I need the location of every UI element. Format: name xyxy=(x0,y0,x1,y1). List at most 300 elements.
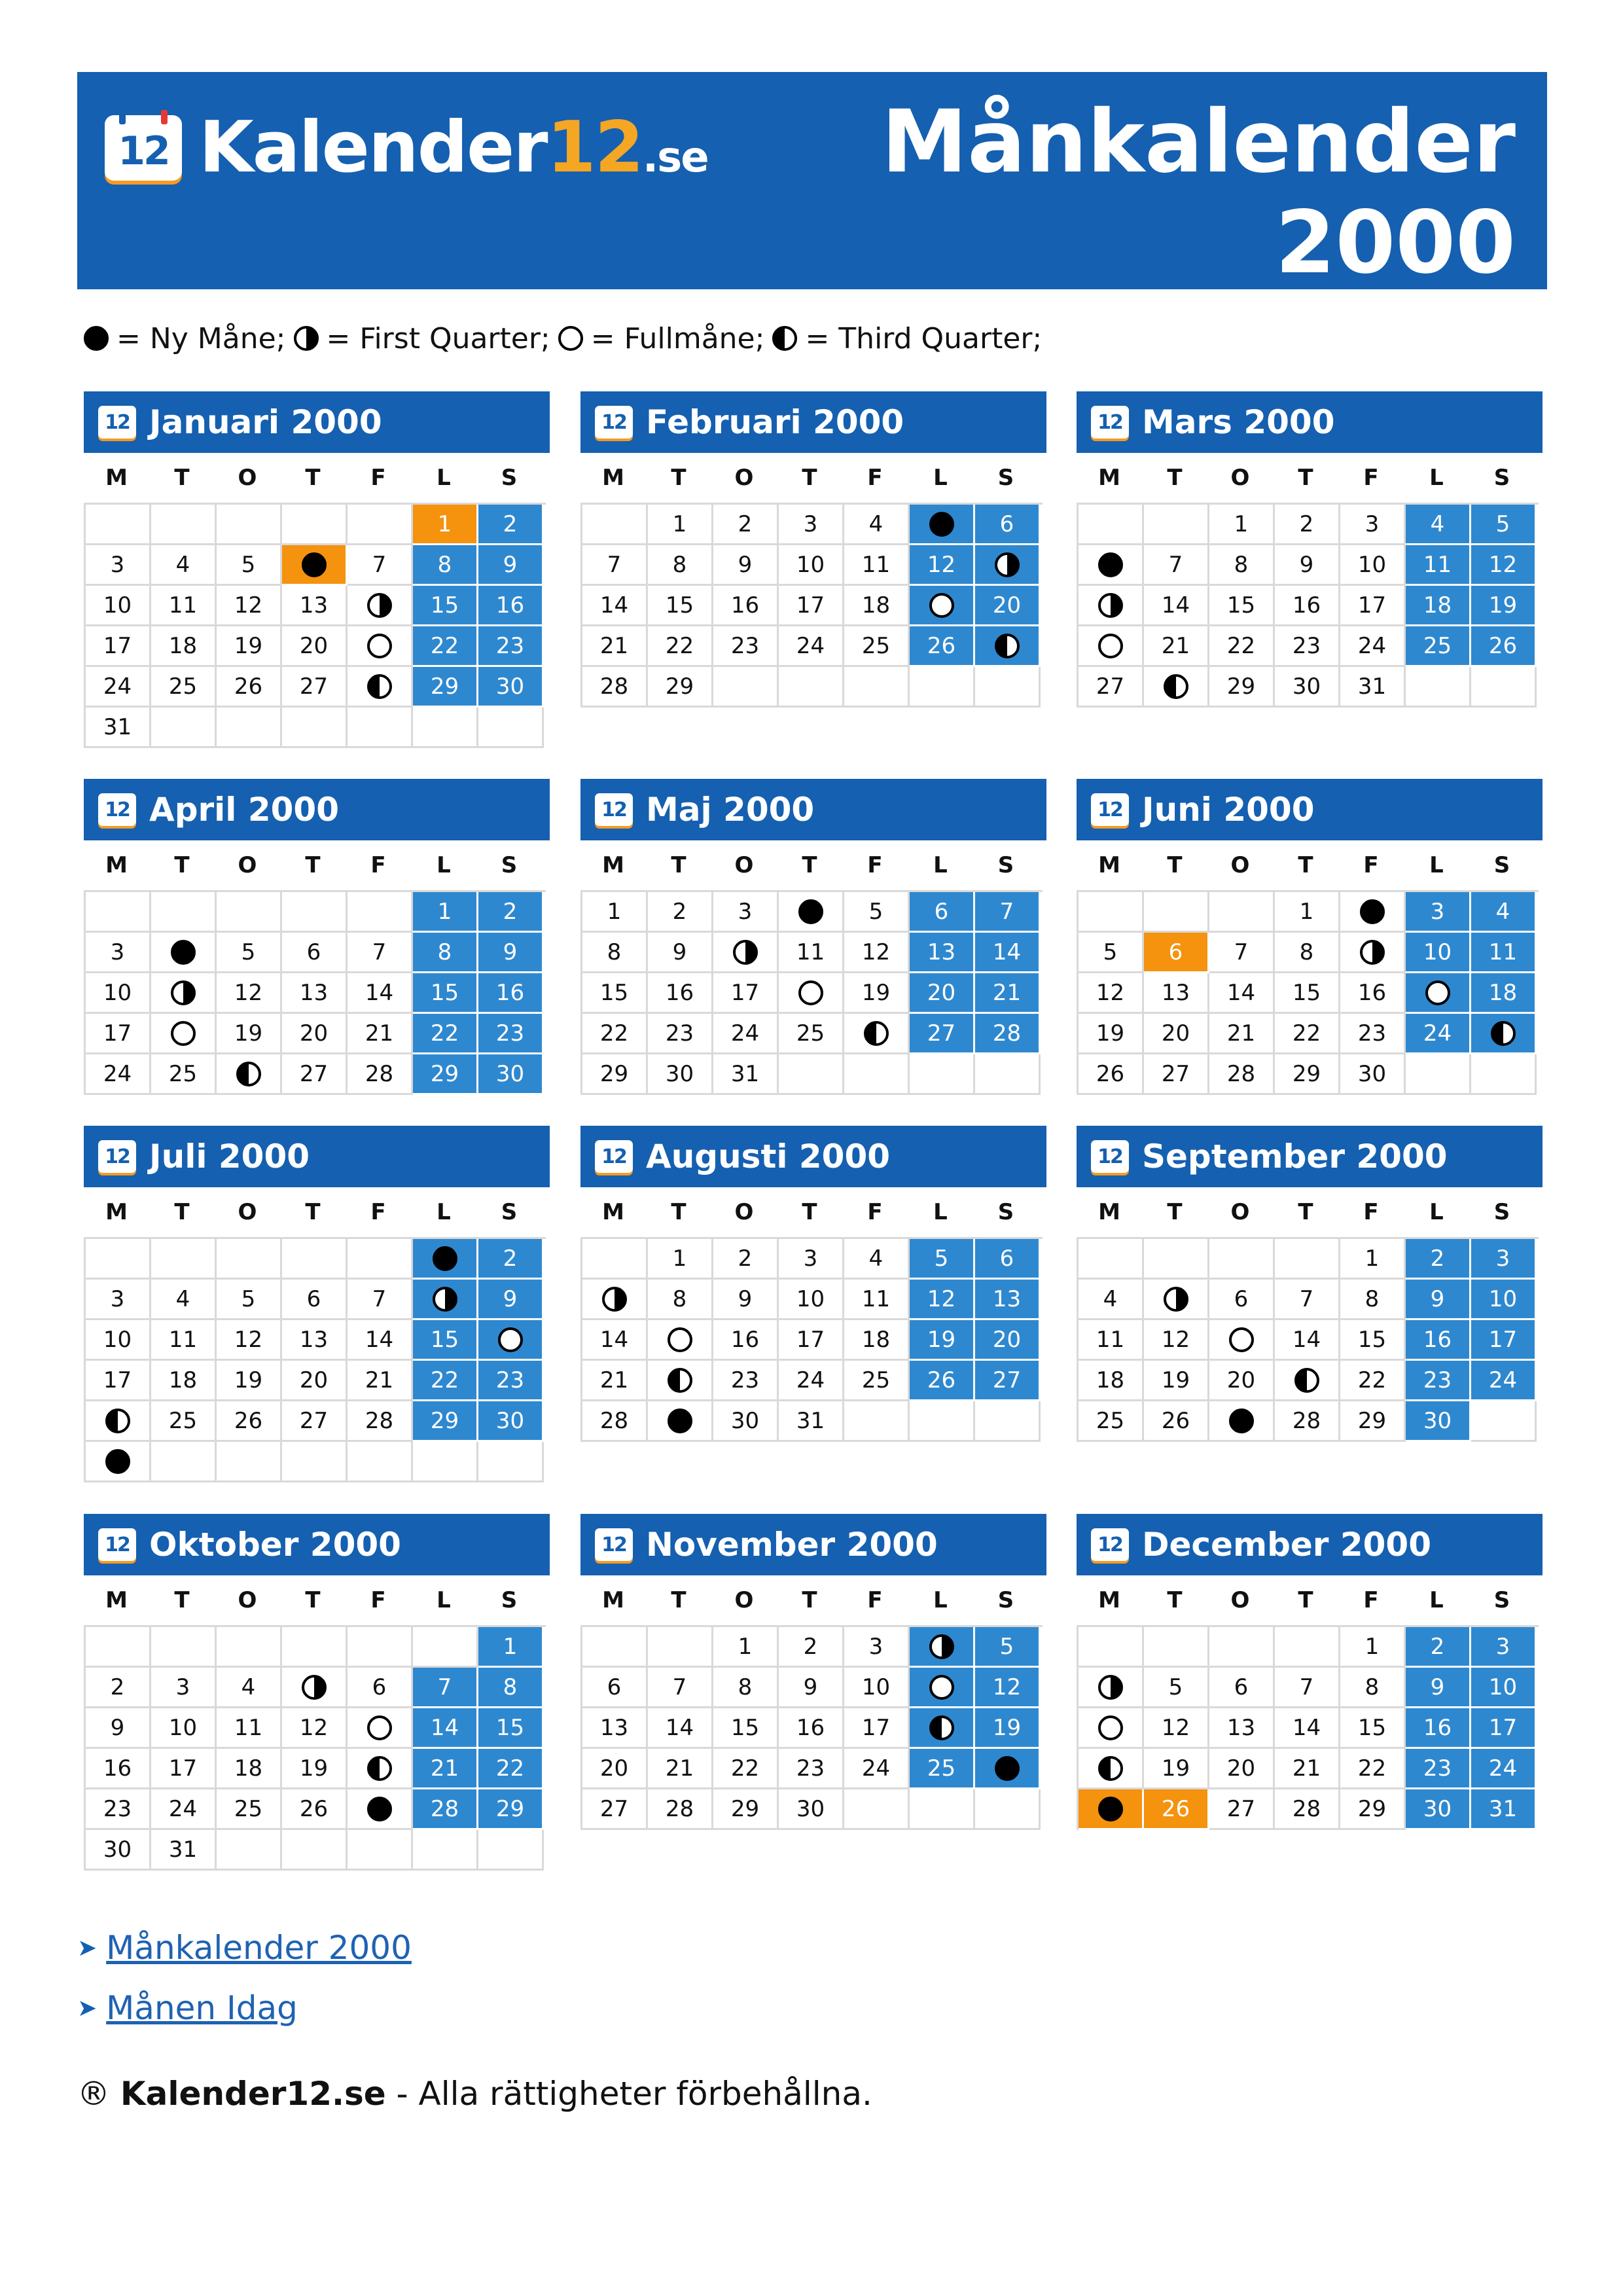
day-cell[interactable]: 27 xyxy=(582,1789,648,1830)
day-cell[interactable]: 20 xyxy=(282,626,348,667)
day-cell[interactable]: 26 xyxy=(217,667,282,708)
day-cell[interactable]: 7 xyxy=(975,892,1041,933)
day-cell[interactable]: 15 xyxy=(648,586,713,626)
day-cell[interactable]: 21 xyxy=(348,1361,413,1401)
day-cell[interactable]: 5 xyxy=(910,1239,975,1280)
day-cell[interactable]: 17 xyxy=(86,1014,151,1054)
day-cell[interactable]: 11 xyxy=(779,933,844,973)
day-cell[interactable]: 2 xyxy=(648,892,713,933)
day-cell[interactable]: 12 xyxy=(1144,1320,1209,1361)
day-cell[interactable]: 11 xyxy=(844,1280,910,1320)
day-cell[interactable]: 18 xyxy=(1406,586,1471,626)
day-cell[interactable]: 20 xyxy=(910,973,975,1014)
day-cell[interactable]: 6 xyxy=(282,933,348,973)
day-cell[interactable]: 22 xyxy=(478,1749,544,1789)
day-cell[interactable]: 29 xyxy=(478,1789,544,1830)
day-cell[interactable]: 4 xyxy=(151,1280,217,1320)
day-cell[interactable]: 29 xyxy=(413,1401,478,1442)
day-cell[interactable]: 9 xyxy=(1406,1668,1471,1708)
day-cell[interactable]: 22 xyxy=(1209,626,1275,667)
day-cell[interactable]: 15 xyxy=(1209,586,1275,626)
day-cell[interactable]: 18 xyxy=(844,1320,910,1361)
day-cell[interactable]: 20 xyxy=(582,1749,648,1789)
day-cell[interactable]: 14 xyxy=(413,1708,478,1749)
day-cell[interactable]: 3 xyxy=(1406,892,1471,933)
day-cell[interactable]: 17 xyxy=(779,1320,844,1361)
day-cell[interactable]: 11 xyxy=(1079,1320,1144,1361)
day-cell[interactable]: 29 xyxy=(413,1054,478,1095)
day-cell[interactable]: 10 xyxy=(779,1280,844,1320)
day-cell[interactable]: 12 xyxy=(217,586,282,626)
day-cell[interactable]: 30 xyxy=(1406,1401,1471,1442)
day-cell[interactable]: 13 xyxy=(1144,973,1209,1014)
day-cell[interactable]: 26 xyxy=(1144,1789,1209,1830)
day-cell[interactable]: 14 xyxy=(1209,973,1275,1014)
day-cell[interactable] xyxy=(1144,1280,1209,1320)
day-cell[interactable]: 24 xyxy=(151,1789,217,1830)
day-cell[interactable]: 19 xyxy=(217,626,282,667)
day-cell[interactable] xyxy=(910,1627,975,1668)
day-cell[interactable]: 1 xyxy=(478,1627,544,1668)
day-cell[interactable]: 9 xyxy=(648,933,713,973)
day-cell[interactable]: 19 xyxy=(1144,1361,1209,1401)
day-cell[interactable]: 8 xyxy=(413,933,478,973)
day-cell[interactable]: 5 xyxy=(975,1627,1041,1668)
day-cell[interactable]: 6 xyxy=(348,1668,413,1708)
day-cell[interactable]: 4 xyxy=(217,1668,282,1708)
day-cell[interactable]: 29 xyxy=(648,667,713,708)
day-cell[interactable]: 19 xyxy=(1471,586,1537,626)
day-cell[interactable]: 21 xyxy=(648,1749,713,1789)
day-cell[interactable]: 12 xyxy=(910,1280,975,1320)
day-cell[interactable]: 27 xyxy=(1209,1789,1275,1830)
day-cell[interactable]: 8 xyxy=(413,545,478,586)
day-cell[interactable]: 24 xyxy=(1406,1014,1471,1054)
day-cell[interactable]: 14 xyxy=(975,933,1041,973)
day-cell[interactable]: 22 xyxy=(413,626,478,667)
day-cell[interactable]: 26 xyxy=(1144,1401,1209,1442)
day-cell[interactable]: 6 xyxy=(582,1668,648,1708)
day-cell[interactable]: 9 xyxy=(713,545,779,586)
day-cell[interactable]: 22 xyxy=(413,1361,478,1401)
day-cell[interactable] xyxy=(910,586,975,626)
day-cell[interactable]: 6 xyxy=(1209,1280,1275,1320)
day-cell[interactable]: 2 xyxy=(478,892,544,933)
day-cell[interactable] xyxy=(1079,1708,1144,1749)
day-cell[interactable]: 9 xyxy=(478,1280,544,1320)
day-cell[interactable]: 3 xyxy=(779,505,844,545)
day-cell[interactable] xyxy=(151,973,217,1014)
day-cell[interactable]: 9 xyxy=(86,1708,151,1749)
day-cell[interactable]: 29 xyxy=(1209,667,1275,708)
day-cell[interactable]: 23 xyxy=(478,1361,544,1401)
day-cell[interactable]: 10 xyxy=(1471,1280,1537,1320)
day-cell[interactable]: 22 xyxy=(582,1014,648,1054)
day-cell[interactable]: 28 xyxy=(1275,1401,1340,1442)
day-cell[interactable]: 24 xyxy=(713,1014,779,1054)
day-cell[interactable]: 25 xyxy=(151,1401,217,1442)
day-cell[interactable]: 10 xyxy=(151,1708,217,1749)
day-cell[interactable]: 3 xyxy=(86,1280,151,1320)
day-cell[interactable]: 23 xyxy=(478,1014,544,1054)
day-cell[interactable]: 1 xyxy=(413,505,478,545)
day-cell[interactable]: 12 xyxy=(1144,1708,1209,1749)
day-cell[interactable]: 18 xyxy=(151,626,217,667)
day-cell[interactable]: 7 xyxy=(582,545,648,586)
day-cell[interactable] xyxy=(478,1320,544,1361)
day-cell[interactable]: 30 xyxy=(1340,1054,1406,1095)
day-cell[interactable]: 16 xyxy=(713,1320,779,1361)
site-logo[interactable] xyxy=(105,109,708,187)
day-cell[interactable]: 16 xyxy=(1406,1708,1471,1749)
day-cell[interactable]: 2 xyxy=(1275,505,1340,545)
day-cell[interactable]: 15 xyxy=(413,586,478,626)
day-cell[interactable]: 23 xyxy=(478,626,544,667)
day-cell[interactable]: 28 xyxy=(348,1401,413,1442)
day-cell[interactable]: 2 xyxy=(779,1627,844,1668)
day-cell[interactable]: 27 xyxy=(282,1401,348,1442)
day-cell[interactable]: 14 xyxy=(1275,1708,1340,1749)
day-cell[interactable]: 2 xyxy=(1406,1627,1471,1668)
day-cell[interactable]: 17 xyxy=(1340,586,1406,626)
day-cell[interactable]: 15 xyxy=(1340,1708,1406,1749)
day-cell[interactable]: 5 xyxy=(1471,505,1537,545)
day-cell[interactable]: 2 xyxy=(713,505,779,545)
day-cell[interactable] xyxy=(1079,586,1144,626)
day-cell[interactable]: 2 xyxy=(86,1668,151,1708)
day-cell[interactable]: 12 xyxy=(1471,545,1537,586)
day-cell[interactable]: 30 xyxy=(1275,667,1340,708)
day-cell[interactable]: 22 xyxy=(1340,1361,1406,1401)
day-cell[interactable]: 1 xyxy=(582,892,648,933)
day-cell[interactable]: 27 xyxy=(1079,667,1144,708)
day-cell[interactable] xyxy=(648,1401,713,1442)
link-moon-today[interactable]: Månen Idag xyxy=(106,1989,298,2027)
day-cell[interactable]: 17 xyxy=(779,586,844,626)
day-cell[interactable]: 21 xyxy=(975,973,1041,1014)
day-cell[interactable]: 30 xyxy=(478,667,544,708)
day-cell[interactable]: 20 xyxy=(975,1320,1041,1361)
day-cell[interactable]: 3 xyxy=(713,892,779,933)
day-cell[interactable]: 16 xyxy=(648,973,713,1014)
day-cell[interactable]: 3 xyxy=(1340,505,1406,545)
day-cell[interactable]: 13 xyxy=(910,933,975,973)
day-cell[interactable]: 25 xyxy=(151,667,217,708)
day-cell[interactable]: 4 xyxy=(151,545,217,586)
day-cell[interactable]: 18 xyxy=(217,1749,282,1789)
day-cell[interactable]: 8 xyxy=(1209,545,1275,586)
day-cell[interactable]: 29 xyxy=(582,1054,648,1095)
day-cell[interactable]: 6 xyxy=(282,1280,348,1320)
day-cell[interactable]: 4 xyxy=(1406,505,1471,545)
day-cell[interactable]: 12 xyxy=(217,973,282,1014)
day-cell[interactable]: 23 xyxy=(779,1749,844,1789)
day-cell[interactable]: 25 xyxy=(1406,626,1471,667)
day-cell[interactable]: 10 xyxy=(1340,545,1406,586)
day-cell[interactable]: 25 xyxy=(217,1789,282,1830)
day-cell[interactable]: 9 xyxy=(779,1668,844,1708)
day-cell[interactable]: 6 xyxy=(975,1239,1041,1280)
day-cell[interactable]: 22 xyxy=(713,1749,779,1789)
day-cell[interactable]: 17 xyxy=(86,626,151,667)
day-cell[interactable] xyxy=(975,1749,1041,1789)
day-cell[interactable]: 14 xyxy=(1275,1320,1340,1361)
day-cell[interactable]: 28 xyxy=(413,1789,478,1830)
day-cell[interactable] xyxy=(1340,933,1406,973)
day-cell[interactable]: 16 xyxy=(1406,1320,1471,1361)
day-cell[interactable]: 16 xyxy=(1340,973,1406,1014)
day-cell[interactable]: 31 xyxy=(713,1054,779,1095)
day-cell[interactable]: 28 xyxy=(975,1014,1041,1054)
day-cell[interactable]: 24 xyxy=(86,1054,151,1095)
day-cell[interactable] xyxy=(1144,667,1209,708)
day-cell[interactable]: 15 xyxy=(413,1320,478,1361)
day-cell[interactable]: 14 xyxy=(1144,586,1209,626)
day-cell[interactable]: 3 xyxy=(779,1239,844,1280)
day-cell[interactable]: 10 xyxy=(1471,1668,1537,1708)
day-cell[interactable]: 23 xyxy=(86,1789,151,1830)
day-cell[interactable] xyxy=(348,1789,413,1830)
day-cell[interactable] xyxy=(348,586,413,626)
day-cell[interactable]: 24 xyxy=(1340,626,1406,667)
day-cell[interactable]: 30 xyxy=(478,1054,544,1095)
day-cell[interactable]: 7 xyxy=(648,1668,713,1708)
day-cell[interactable] xyxy=(1406,973,1471,1014)
day-cell[interactable]: 6 xyxy=(975,505,1041,545)
day-cell[interactable]: 23 xyxy=(1406,1749,1471,1789)
day-cell[interactable]: 16 xyxy=(478,973,544,1014)
day-cell[interactable]: 16 xyxy=(713,586,779,626)
day-cell[interactable]: 3 xyxy=(1471,1239,1537,1280)
day-cell[interactable]: 15 xyxy=(1340,1320,1406,1361)
day-cell[interactable] xyxy=(413,1280,478,1320)
day-cell[interactable]: 10 xyxy=(86,1320,151,1361)
day-cell[interactable]: 22 xyxy=(648,626,713,667)
day-cell[interactable]: 28 xyxy=(348,1054,413,1095)
day-cell[interactable]: 21 xyxy=(1209,1014,1275,1054)
day-cell[interactable]: 28 xyxy=(582,667,648,708)
day-cell[interactable]: 13 xyxy=(282,586,348,626)
day-cell[interactable] xyxy=(779,973,844,1014)
day-cell[interactable]: 5 xyxy=(1079,933,1144,973)
day-cell[interactable]: 24 xyxy=(86,667,151,708)
day-cell[interactable]: 24 xyxy=(844,1749,910,1789)
day-cell[interactable] xyxy=(1079,1668,1144,1708)
day-cell[interactable]: 12 xyxy=(975,1668,1041,1708)
day-cell[interactable]: 25 xyxy=(910,1749,975,1789)
day-cell[interactable]: 19 xyxy=(217,1361,282,1401)
day-cell[interactable]: 24 xyxy=(779,626,844,667)
day-cell[interactable] xyxy=(86,1401,151,1442)
day-cell[interactable] xyxy=(348,1749,413,1789)
day-cell[interactable]: 18 xyxy=(844,586,910,626)
day-cell[interactable]: 18 xyxy=(1471,973,1537,1014)
day-cell[interactable]: 1 xyxy=(1340,1239,1406,1280)
day-cell[interactable]: 15 xyxy=(1275,973,1340,1014)
day-cell[interactable]: 20 xyxy=(282,1014,348,1054)
day-cell[interactable] xyxy=(282,545,348,586)
day-cell[interactable]: 24 xyxy=(1471,1749,1537,1789)
day-cell[interactable]: 18 xyxy=(1079,1361,1144,1401)
day-cell[interactable]: 9 xyxy=(1275,545,1340,586)
day-cell[interactable]: 20 xyxy=(1209,1749,1275,1789)
day-cell[interactable]: 14 xyxy=(582,1320,648,1361)
day-cell[interactable]: 28 xyxy=(582,1401,648,1442)
day-cell[interactable] xyxy=(1209,1401,1275,1442)
day-cell[interactable] xyxy=(910,1708,975,1749)
day-cell[interactable]: 8 xyxy=(1340,1280,1406,1320)
day-cell[interactable]: 22 xyxy=(413,1014,478,1054)
day-cell[interactable]: 14 xyxy=(348,1320,413,1361)
day-cell[interactable]: 21 xyxy=(582,626,648,667)
day-cell[interactable]: 7 xyxy=(348,1280,413,1320)
day-cell[interactable]: 11 xyxy=(844,545,910,586)
day-cell[interactable]: 1 xyxy=(413,892,478,933)
day-cell[interactable]: 17 xyxy=(1471,1320,1537,1361)
day-cell[interactable]: 23 xyxy=(648,1014,713,1054)
day-cell[interactable]: 13 xyxy=(1209,1708,1275,1749)
day-cell[interactable] xyxy=(779,892,844,933)
day-cell[interactable] xyxy=(975,626,1041,667)
day-cell[interactable]: 20 xyxy=(1144,1014,1209,1054)
day-cell[interactable]: 11 xyxy=(151,1320,217,1361)
day-cell[interactable]: 3 xyxy=(86,545,151,586)
day-cell[interactable]: 2 xyxy=(713,1239,779,1280)
day-cell[interactable]: 12 xyxy=(217,1320,282,1361)
day-cell[interactable]: 27 xyxy=(975,1361,1041,1401)
day-cell[interactable]: 12 xyxy=(844,933,910,973)
day-cell[interactable]: 4 xyxy=(844,1239,910,1280)
day-cell[interactable]: 25 xyxy=(844,626,910,667)
day-cell[interactable]: 13 xyxy=(282,1320,348,1361)
day-cell[interactable]: 27 xyxy=(282,1054,348,1095)
day-cell[interactable]: 26 xyxy=(910,626,975,667)
day-cell[interactable]: 29 xyxy=(1340,1401,1406,1442)
day-cell[interactable] xyxy=(648,1361,713,1401)
day-cell[interactable]: 10 xyxy=(844,1668,910,1708)
day-cell[interactable]: 31 xyxy=(779,1401,844,1442)
day-cell[interactable]: 24 xyxy=(779,1361,844,1401)
day-cell[interactable]: 6 xyxy=(1144,933,1209,973)
day-cell[interactable]: 17 xyxy=(151,1749,217,1789)
day-cell[interactable]: 26 xyxy=(1079,1054,1144,1095)
day-cell[interactable]: 23 xyxy=(1275,626,1340,667)
day-cell[interactable]: 4 xyxy=(844,505,910,545)
day-cell[interactable]: 10 xyxy=(86,973,151,1014)
day-cell[interactable]: 25 xyxy=(151,1054,217,1095)
day-cell[interactable]: 7 xyxy=(1275,1668,1340,1708)
day-cell[interactable] xyxy=(910,1668,975,1708)
day-cell[interactable]: 8 xyxy=(582,933,648,973)
day-cell[interactable]: 15 xyxy=(713,1708,779,1749)
day-cell[interactable]: 30 xyxy=(86,1830,151,1871)
day-cell[interactable]: 26 xyxy=(217,1401,282,1442)
day-cell[interactable]: 9 xyxy=(1406,1280,1471,1320)
day-cell[interactable]: 16 xyxy=(478,586,544,626)
day-cell[interactable] xyxy=(151,1014,217,1054)
day-cell[interactable]: 28 xyxy=(1275,1789,1340,1830)
day-cell[interactable]: 10 xyxy=(1406,933,1471,973)
day-cell[interactable]: 7 xyxy=(1275,1280,1340,1320)
day-cell[interactable]: 29 xyxy=(1340,1789,1406,1830)
day-cell[interactable]: 7 xyxy=(1144,545,1209,586)
day-cell[interactable]: 10 xyxy=(779,545,844,586)
day-cell[interactable]: 4 xyxy=(1471,892,1537,933)
day-cell[interactable]: 21 xyxy=(1144,626,1209,667)
day-cell[interactable]: 30 xyxy=(1406,1789,1471,1830)
day-cell[interactable] xyxy=(1079,626,1144,667)
day-cell[interactable]: 15 xyxy=(413,973,478,1014)
day-cell[interactable]: 21 xyxy=(348,1014,413,1054)
day-cell[interactable]: 30 xyxy=(478,1401,544,1442)
day-cell[interactable]: 26 xyxy=(1471,626,1537,667)
day-cell[interactable] xyxy=(582,1280,648,1320)
day-cell[interactable]: 8 xyxy=(648,545,713,586)
day-cell[interactable]: 27 xyxy=(1144,1054,1209,1095)
day-cell[interactable]: 3 xyxy=(151,1668,217,1708)
day-cell[interactable]: 4 xyxy=(1079,1280,1144,1320)
day-cell[interactable]: 29 xyxy=(1275,1054,1340,1095)
day-cell[interactable]: 29 xyxy=(713,1789,779,1830)
day-cell[interactable]: 11 xyxy=(1406,545,1471,586)
day-cell[interactable]: 23 xyxy=(713,626,779,667)
day-cell[interactable] xyxy=(282,1668,348,1708)
day-cell[interactable]: 18 xyxy=(151,1361,217,1401)
day-cell[interactable] xyxy=(151,933,217,973)
day-cell[interactable]: 25 xyxy=(779,1014,844,1054)
day-cell[interactable]: 6 xyxy=(1209,1668,1275,1708)
day-cell[interactable]: 27 xyxy=(282,667,348,708)
day-cell[interactable]: 14 xyxy=(348,973,413,1014)
day-cell[interactable]: 23 xyxy=(1340,1014,1406,1054)
day-cell[interactable]: 7 xyxy=(413,1668,478,1708)
day-cell[interactable]: 31 xyxy=(1471,1789,1537,1830)
day-cell[interactable] xyxy=(413,1239,478,1280)
day-cell[interactable]: 16 xyxy=(1275,586,1340,626)
day-cell[interactable]: 8 xyxy=(1275,933,1340,973)
day-cell[interactable]: 27 xyxy=(910,1014,975,1054)
day-cell[interactable]: 5 xyxy=(217,545,282,586)
day-cell[interactable]: 8 xyxy=(478,1668,544,1708)
day-cell[interactable]: 16 xyxy=(779,1708,844,1749)
day-cell[interactable]: 22 xyxy=(1340,1749,1406,1789)
day-cell[interactable]: 3 xyxy=(86,933,151,973)
day-cell[interactable] xyxy=(1079,1789,1144,1830)
day-cell[interactable]: 12 xyxy=(1079,973,1144,1014)
day-cell[interactable]: 20 xyxy=(282,1361,348,1401)
day-cell[interactable]: 26 xyxy=(910,1361,975,1401)
day-cell[interactable]: 12 xyxy=(282,1708,348,1749)
day-cell[interactable]: 23 xyxy=(713,1361,779,1401)
day-cell[interactable]: 17 xyxy=(713,973,779,1014)
day-cell[interactable] xyxy=(1275,1361,1340,1401)
day-cell[interactable]: 19 xyxy=(1079,1014,1144,1054)
day-cell[interactable]: 5 xyxy=(844,892,910,933)
day-cell[interactable]: 21 xyxy=(1275,1749,1340,1789)
day-cell[interactable]: 2 xyxy=(478,1239,544,1280)
day-cell[interactable]: 25 xyxy=(1079,1401,1144,1442)
day-cell[interactable]: 9 xyxy=(478,545,544,586)
day-cell[interactable]: 7 xyxy=(1209,933,1275,973)
day-cell[interactable]: 20 xyxy=(1209,1361,1275,1401)
day-cell[interactable]: 19 xyxy=(282,1749,348,1789)
day-cell[interactable]: 2 xyxy=(478,505,544,545)
day-cell[interactable]: 7 xyxy=(348,545,413,586)
day-cell[interactable]: 26 xyxy=(282,1789,348,1830)
day-cell[interactable]: 5 xyxy=(217,933,282,973)
day-cell[interactable] xyxy=(348,626,413,667)
day-cell[interactable]: 31 xyxy=(86,708,151,748)
